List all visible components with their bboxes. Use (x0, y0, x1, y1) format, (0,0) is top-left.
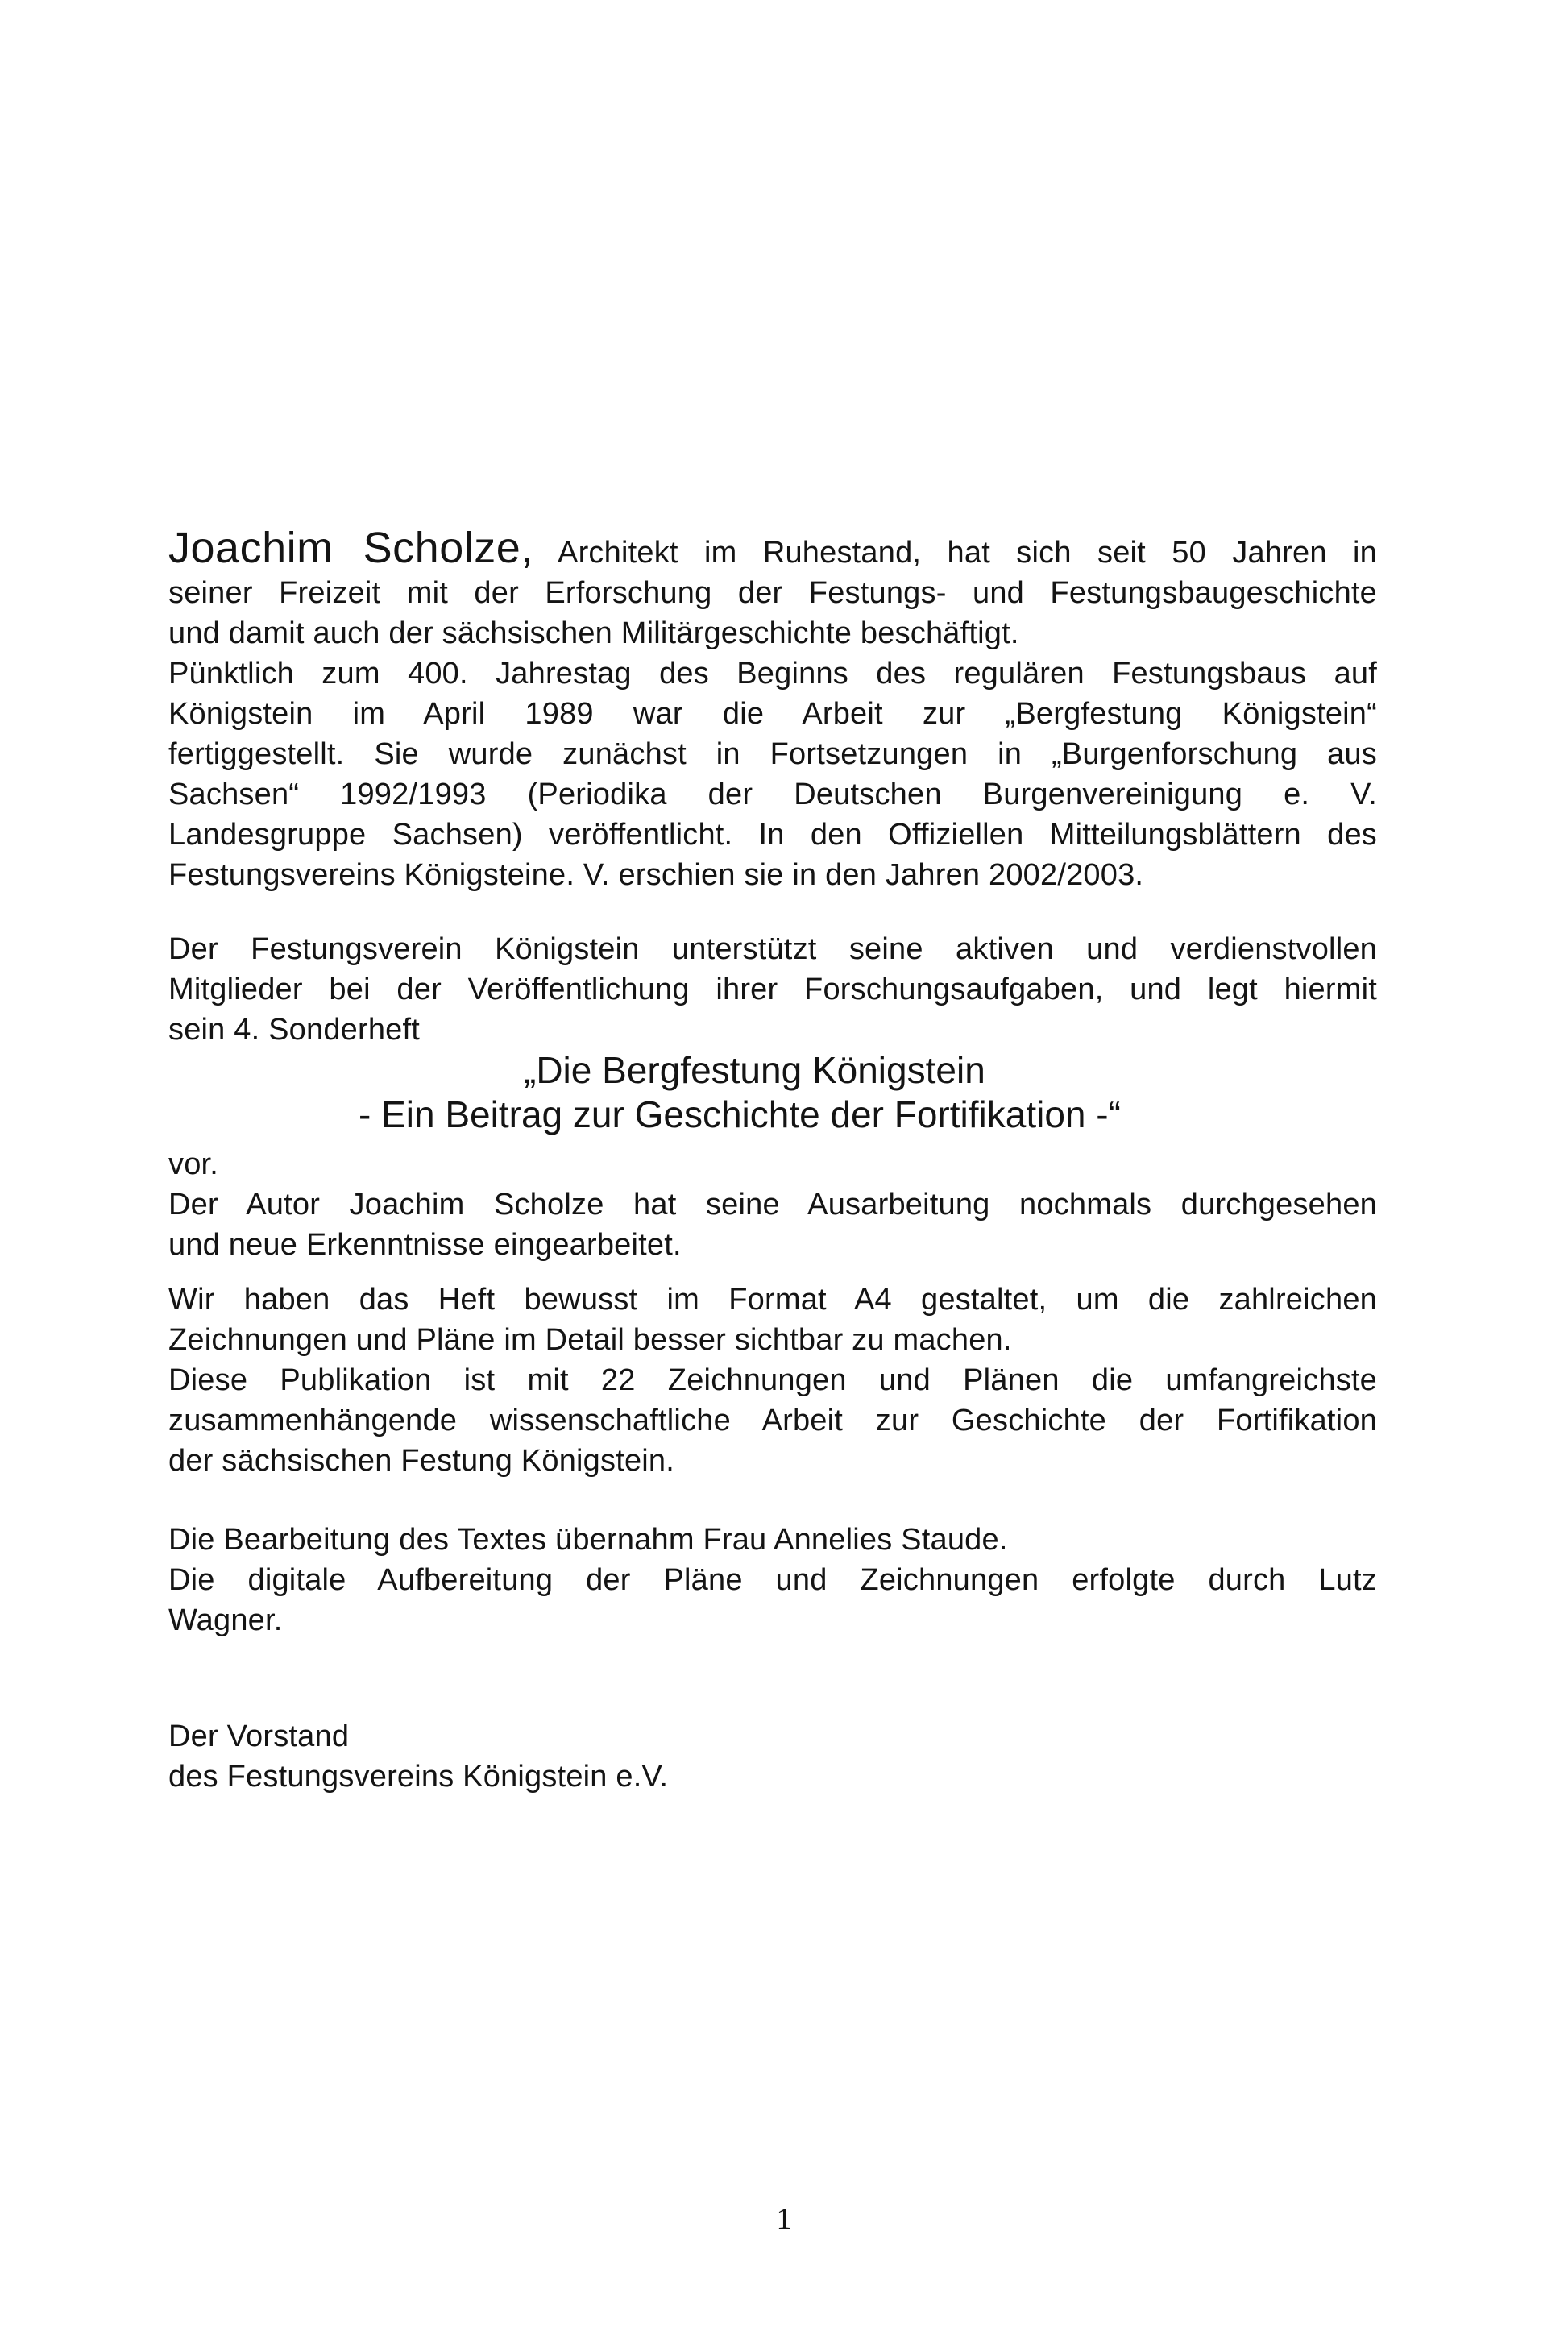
intro-line-5: Königstein im April 1989 war die Arbeit zur „Bergfestung Königstein“ (168, 697, 1377, 731)
intro-line-1: Joachim Scholze, Architekt im Ruhestand, hat sich seit 50 Jahren in (168, 524, 1377, 572)
intro-line-4: Pünktlich zum 400. Jahrestag des Beginns des regulären Festungsbaus auf (168, 657, 1377, 691)
format-line-1: Wir haben das Heft bewusst im Format A4 gestaltet, um die zahlreichen (168, 1283, 1377, 1317)
support-line-3: sein 4. Sonderheft (168, 1013, 421, 1047)
publication-title: „Die Bergfestung Königstein (524, 1049, 985, 1091)
signature-line-2: des Festungsvereins Königstein e.V. (168, 1760, 669, 1794)
credits-paragraph (168, 1520, 1377, 1641)
support-line-1: Der Festungsverein Königstein unterstützt seine aktiven und verdienstvollen (168, 932, 1377, 966)
author-name: Joachim Scholze, (168, 524, 533, 572)
intro-line-3: und damit auch der sächsischen Militärgeschichte beschäftigt. (168, 616, 1019, 650)
intro-line-2: seiner Freizeit mit der Erforschung der Festungs- und Festungsbaugeschichte (168, 576, 1377, 610)
author-line-3: und neue Erkenntnisse eingearbeitet. (168, 1228, 682, 1262)
format-paragraph (168, 1280, 1377, 1481)
intro-line-8: Landesgruppe Sachsen) veröffentlicht. In den Offiziellen Mitteilungsblättern des (168, 818, 1377, 852)
author-line-2: Der Autor Joachim Scholze hat seine Ausarbeitung nochmals durchgesehen (168, 1188, 1377, 1222)
signature-line-1: Der Vorstand (168, 1719, 350, 1753)
intro-line-6: fertiggestellt. Sie wurde zunächst in Fortsetzungen in „Burgenforschung aus (168, 737, 1377, 771)
support-paragraph (168, 929, 1377, 1050)
publication-subtitle: - Ein Beitrag zur Geschichte der Fortifikation -“ (359, 1093, 1121, 1135)
format-line-3: Diese Publikation ist mit 22 Zeichnungen und Plänen die umfangreichste (168, 1363, 1377, 1397)
author-paragraph (168, 1144, 1377, 1265)
credits-line-2: Die digitale Aufbereitung der Pläne und Zeichnungen erfolgte durch Lutz (168, 1563, 1377, 1597)
intro-line-7: Sachsen“ 1992/1993 (Periodika der Deutschen Burgenvereinigung e. V. (168, 778, 1377, 811)
format-line-4: zusammenhängende wissenschaftliche Arbeit zur Geschichte der Fortifikation (168, 1404, 1377, 1437)
support-line-2: Mitglieder bei der Veröffentlichung ihrer Forschungsaufgaben, und legt hiermit (168, 973, 1377, 1006)
intro-paragraph (168, 524, 1377, 895)
format-line-5: der sächsischen Festung Königstein. (168, 1444, 675, 1478)
signature-block (168, 1716, 1377, 1797)
intro-line-9: Festungsvereins Königsteine. V. erschien sie in den Jahren 2002/2003. (168, 858, 1144, 892)
format-line-2: Zeichnungen und Pläne im Detail besser sichtbar zu machen. (168, 1323, 1012, 1357)
author-line-1: vor. (168, 1147, 219, 1181)
page-number: 1 (776, 2202, 792, 2236)
credits-line-3: Wagner. (168, 1603, 283, 1637)
credits-line-1: Die Bearbeitung des Textes übernahm Frau Annelies Staude. (168, 1523, 1008, 1557)
